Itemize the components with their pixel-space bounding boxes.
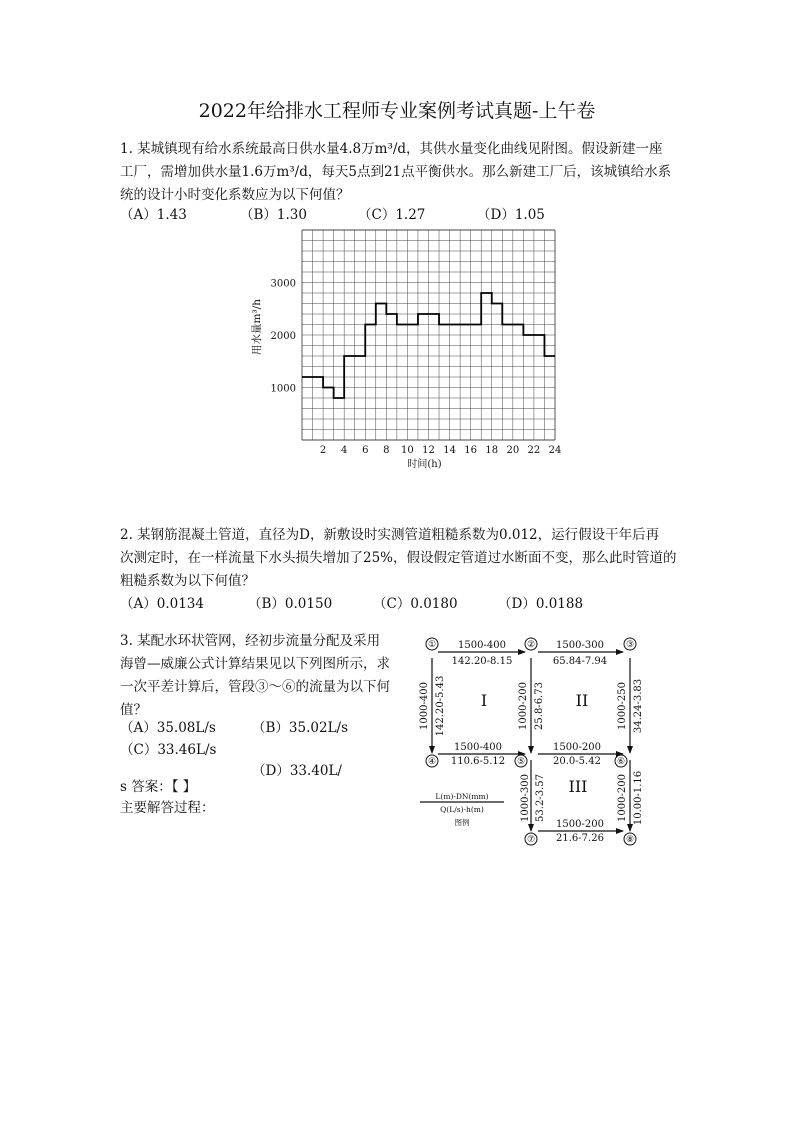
pipe-1-4-spec: 1000-400 [419, 682, 430, 730]
pipe-5-7-flow: 53.2-3.57 [535, 774, 546, 822]
pipe-5-6-flow: 20.0-5.42 [553, 756, 601, 767]
pipe-5-6-spec: 1500-200 [553, 742, 601, 753]
y-tick-label: 3000 [270, 278, 296, 290]
x-tick-label: 20 [506, 445, 520, 456]
q3-option-a: （A）35.08L/s [120, 720, 216, 736]
node-3-label: ③ [625, 640, 635, 650]
question-2-line: 粗糙系数为以下何值？ [120, 573, 255, 589]
pipe-2-5-flow: 25.8-6.73 [534, 682, 545, 730]
pipe-3-6-spec: 1000-250 [617, 682, 628, 730]
q3-option-c: （C）33.46L/s [120, 742, 217, 758]
loop-2-label: II [575, 691, 589, 710]
pipe-1-2-flow: 142.20-8.15 [451, 656, 513, 667]
q2-option-b: （B）0.0150 [248, 596, 333, 612]
legend-caption: 图例 [454, 818, 470, 827]
loop-3-label: III [568, 777, 588, 796]
x-tick-label: 18 [485, 445, 499, 456]
question-2-line: 次测定时，在一样流量下水头损失增加了25%，假设假定管道过水断面不变，那么此时管道的 [120, 550, 677, 566]
q1-option-d: （D）1.05 [477, 207, 545, 223]
x-tick-label: 4 [340, 445, 348, 456]
pipe-7-8-flow: 21.6-7.26 [556, 833, 604, 844]
pipe-6-8-spec: 1000-200 [617, 774, 628, 822]
node-8-label: ⑧ [625, 835, 635, 845]
pipe-2-3-flow: 65.84-7.94 [552, 656, 608, 667]
question-1-line: 统的设计小时变化系数应为以下何值？ [120, 187, 350, 203]
pipe-2-5-spec: 1000-200 [518, 682, 529, 730]
q2-option-d: （D）0.0188 [498, 596, 584, 612]
loop-1-label: I [480, 691, 488, 710]
question-3-line: 一次平差计算后，管段③～⑥的流量为以下何 [120, 679, 390, 695]
question-1-line: 1. 某城镇现有给水系统最高日供水量4.8万m³/d，其供水量变化曲线见附图。假设新建一座 [120, 141, 663, 157]
chart-labels [250, 279, 561, 471]
page-title: 2022年给排水工程师专业案例考试真题-上午卷 [198, 100, 596, 122]
q1-option-a: （A）1.43 [120, 207, 187, 223]
pipe-6-8-flow: 10.00-1.16 [633, 770, 644, 826]
q3-answer-line: s 答案：【 】 [120, 779, 197, 795]
pipe-3-6-flow: 34.24-3.83 [633, 678, 644, 734]
question-3-line: 海曾—威廉公式计算结果见以下列图所示，求 [120, 656, 390, 672]
x-tick-label: 2 [319, 445, 327, 456]
water-supply-chart [240, 220, 570, 475]
pipe-network-diagram [412, 632, 656, 848]
node-1-label: ① [427, 640, 437, 650]
q3-option-b: （B）35.02L/s [252, 720, 349, 736]
y-tick-label: 1000 [270, 383, 296, 395]
q3-option-d: （D）33.40L/ [252, 763, 342, 779]
question-3-line: 值？ [120, 702, 147, 718]
q2-option-a: （A）0.0134 [120, 596, 204, 612]
node-6-label: ⑥ [616, 757, 626, 767]
legend-bottom: Q(L/s)-h(m) [440, 805, 484, 814]
x-tick-label: 6 [362, 445, 369, 456]
pipe-1-2-spec: 1500-400 [458, 640, 506, 651]
pipe-1-4-flow: 142.20-5.43 [435, 675, 446, 737]
x-tick-label: 10 [401, 445, 414, 456]
chart-grid [302, 230, 555, 440]
question-2-line: 2. 某钢筋混凝土管道，直径为D，新敷设时实测管道粗糙系数为0.012，运行假设干年后再 [120, 527, 660, 543]
pipe-7-8-spec: 1500-200 [556, 819, 604, 830]
q3-process-label: 主要解答过程： [120, 800, 215, 816]
y-axis-label: 用水量m³/h [251, 299, 263, 355]
pipe-5-7-spec: 1000-300 [520, 774, 531, 822]
q1-option-c: （C）1.27 [358, 207, 426, 223]
pipe-2-3-spec: 1500-300 [556, 640, 604, 651]
node-2-label: ② [526, 640, 536, 650]
x-axis-label: 时间(h) [407, 459, 442, 470]
x-tick-label: 16 [464, 445, 478, 456]
question-2-text [120, 524, 677, 593]
x-tick-label: 8 [383, 445, 390, 456]
pipe-4-5-spec: 1500-400 [454, 742, 502, 753]
q2-option-c: （C）0.0180 [373, 596, 458, 612]
y-tick-label: 2000 [270, 331, 296, 342]
x-tick-label: 14 [443, 445, 456, 456]
question-3-text [120, 630, 390, 722]
x-tick-label: 12 [422, 445, 435, 456]
node-4-label: ④ [427, 757, 437, 767]
question-3-line: 3. 某配水环状管网，经初步流量分配及采用 [120, 633, 381, 649]
node-5-label: ⑤ [516, 757, 526, 767]
node-7-label: ⑦ [526, 835, 536, 845]
question-1-line: 工厂，需增加供水量1.6万m³/d，每天5点到21点平衡供水。那么新建工厂后，该城镇给水系 [120, 164, 672, 180]
x-tick-label: 24 [548, 445, 562, 456]
q1-option-b: （B）1.30 [240, 207, 307, 223]
pipe-4-5-flow: 110.6-5.12 [450, 756, 506, 767]
legend-top: L(m)-DN(mm) [435, 792, 489, 801]
x-tick-label: 22 [527, 445, 541, 456]
question-1-text [120, 138, 671, 207]
